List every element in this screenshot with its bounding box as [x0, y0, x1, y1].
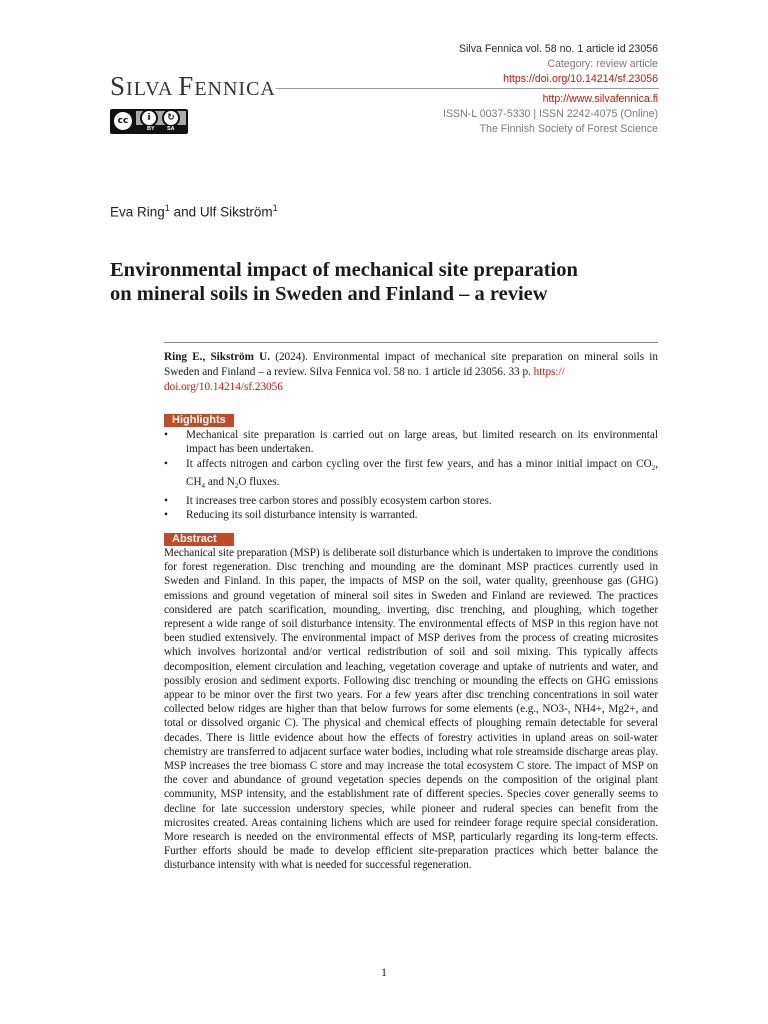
highlight-text-3: It increases tree carbon stores and possibly ecosystem carbon stores. [186, 494, 492, 507]
category-line: Category: review article [547, 58, 658, 70]
highlight-text-2: It affects nitrogen and carbon cycling over the first few years, and has a minor initial impact on $CO_2$, $CH_4$ and $N_2O$ fluxes. [186, 457, 658, 491]
list-item: • Mechanical site preparation is carried out on large areas, but limited research on its environmental impact has been undertaken. [164, 429, 658, 456]
header-divider [276, 88, 659, 89]
author-name: Ulf Sikström [199, 204, 273, 220]
license-sa-label: SA [167, 126, 175, 132]
license-by-label: BY [147, 126, 155, 132]
cc-license-badge [110, 109, 188, 134]
abstract-text: Mechanical site preparation (MSP) is deliberate soil disturbance which is undertaken to improve the conditions for forest regeneration. Disc trenching and mounding are the dominant MSP practices currently used in Sweden and Finland. In this paper, the impacts of MSP on the soil, water quality, greenhouse gas (GHG) emissions and ground vegetation of mineral soil sites in Sweden and Finland are reviewed. The practices considered are patch scarification, mounding, inverting, disc trenching, and ploughing, which together represent a wide range of soil disturbance intensity. The environmental effects of MSP in this region have not been studied extensively. The environmental impact of MSP derives from the process of creating microsites which involves horizontal and/or vertical redistribution of soil and soil mixing. This typically affects decomposition, element circulation and leaching, vegetation coverage and uptake of nutrients and water, and possibly erosion and sediment exports. Following disc trenching or mounding the effects on GHG emissions appear to be minor over the first two years. For a few years after disc trenching concentrations in soil water collected below ridges are higher than that below furrows for some elements (e.g., NO3-, NH4+, Mg2+, and total or dissolved organic C). The physical and chemical effects of ploughing remain detectable for several decades. There is little evidence about how the effects of forestry activities in upland areas on soil-water chemistry are transferred to adjacent surface water bodies, including what role streamside discharge areas play. MSP increases the tree biomass C store and may increase the total ecosystem C store. The impact of MSP on the cover and abundance of ground vegetation species depends on the composition of the original plant community, MSP intensity, and the establishment rate of different species. Species cover generally seems to decline for late succession understory species, while pioneer and ruderal species can benefit from the microsites created. Areas containing lichens which are used for reindeer forage require special consideration. More research is needed on the environmental effects of MSP, particularly regarding its long-term effects. Further efforts should be made to develop efficient site-preparation practices which better balance the disturbance intensity with what is needed for successful regeneration. [164, 547, 658, 872]
list-item: • It affects nitrogen and carbon cycling over the first few years, and has a minor initial impact on $CO_2$, $CH_4$ and $N_2O$ fluxes. [164, 457, 658, 491]
highlights-list [164, 428, 658, 522]
by-person-icon: i [140, 109, 158, 127]
journal-logo: SILVA FENNICA [110, 71, 276, 101]
citation: Ring E., Sikström U. (2024). Environmental impact of mechanical site preparation on mineral soils in Sweden and Finland – a review. Silva Fennica vol. 58 no. 1 article id 23056. 33 p. https:// doi.org/10.14214/sf.23056 [164, 351, 658, 393]
journal-info [443, 92, 658, 137]
page-number: 1 [381, 965, 387, 979]
section-divider [164, 342, 658, 343]
highlight-text-1: Mechanical site preparation is carried out on large areas, but limited research on its environmental impact has been undertaken. [186, 429, 658, 456]
abstract-label: Abstract [164, 533, 234, 546]
society-line: The Finnish Society of Forest Science [479, 123, 658, 135]
citation-doi-link[interactable]: https:// doi.org/10.14214/sf.23056 [164, 366, 565, 393]
doi-link[interactable]: https://doi.org/10.14214/sf.23056 [503, 73, 658, 85]
list-item: • Reducing its soil disturbance intensity is warranted. [164, 508, 418, 521]
journal-header [459, 42, 658, 87]
author-list: Eva Ring$^1$ and Ulf Sikström$^1$ [110, 203, 278, 220]
article-title: Environmental impact of mechanical site preparation on mineral soils in Sweden and Finland – a review [110, 259, 578, 305]
site-link[interactable]: http://www.silvafennica.fi [542, 93, 658, 105]
journal-line: Silva Fennica vol. 58 no. 1 article id 23056 [458, 43, 658, 55]
issn-line: ISSN-L 0037-5330 | ISSN 2242-4075 (Online) [443, 108, 658, 120]
sa-share-alike-icon: ↻ [162, 109, 180, 127]
highlight-text-4: Reducing its soil disturbance intensity is warranted. [186, 508, 418, 521]
highlights-label: Highlights [164, 414, 234, 427]
author-name: Eva Ring [110, 204, 165, 220]
list-item: • It increases tree carbon stores and possibly ecosystem carbon stores. [164, 494, 492, 507]
cc-icon: cc [112, 110, 134, 132]
